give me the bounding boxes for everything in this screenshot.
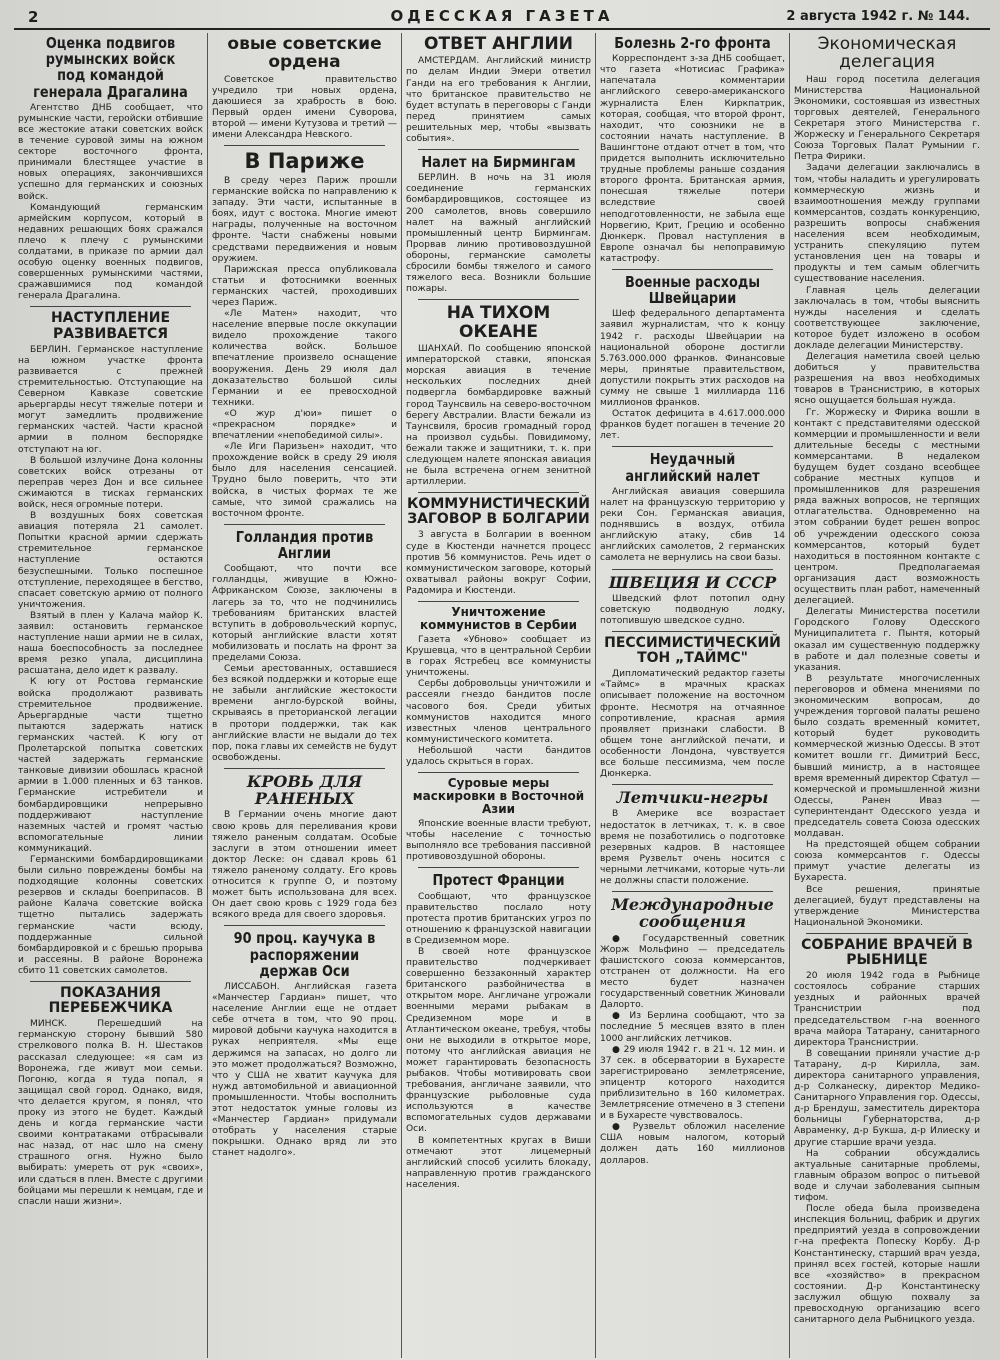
article-headline: Летчики-негры: [616, 788, 769, 808]
article-paragraph: Парижская пресса опубликовала статьи и фотоснимки военных германских частей, проходивших через Париж.: [212, 264, 397, 308]
article: [600, 896, 785, 1167]
article-paragraph: БЕРЛИН. В ночь на 31 июля соединение германских бомбардировщиков, состоящее из 200 самолетов, вновь совершило налет на важный английский промышленный центр Бирмингам. Прорвав линию противовоздушной обороны, германские самолеты сбросили бомбы тяжелого и самого тяжелого веса. Возникли большие пожары.: [406, 173, 591, 295]
article-paragraph: Дипломатический редактор газеты «Таймс» в мрачных красках описывает положение на восточном фронте. Несмотря на отчаянное сопротивление, красная армия проявляет признаки слабости. В общем тоне английской печати, и особенности Лондона, чувствуется все больше пессимизма, чем после Дюнкерка.: [600, 669, 785, 780]
article-paragraph: Японские военные власти требуют, чтобы население с точностью выполняло все требования пассивной противовоздушной обороны.: [406, 818, 591, 863]
article-paragraph: Германскими бомбардировщиками были сильно повреждены бомбы на подходящие колонны советских резервов и склады боеприпасов. В районе Калача советские войска тщетно пытались задержать германские части всюду, поддержанные сильной бомбардировкой и с брешью прорыва и рассеяны. В районе Воронежа сбито 11 советских самолетов.: [18, 854, 203, 976]
article: [212, 930, 397, 1159]
article: [406, 497, 591, 597]
article-paragraph: Советское правительство учредило три новых ордена, даюшиеся за храбрость в бою. Первый орден имени Суворова, второй — имени Кутузова и третий — имени Александра Невского.: [212, 74, 397, 141]
article-paragraph: Делегаты Министерства посетили Городского Голову Одесского Муниципалитета г. Пынтя, который оказал им существенную поддержку в работе и дал полезные советы и указания.: [794, 607, 980, 673]
article-paragraph: Корреспондент з-за ДНБ сообщает, что газета «Нотисиас Графика» напечатала комментарии английского северо-американского журналиста Елен Киркпатрик, которая, сообщая, что второй фронт, находит, что союзники не в состоянии начать наступление. В Вашингтоне отдают отчет в том, что придется выполнить исключительно трудные проблемы раньше создания второго фронта. Британская армия, понесшая тяжелые потери вследствие своей неподготовленности, не забыла еще Норвегию, Крит, Грецию и особенно Дюнкерк. Провал наступления в Европе означал бы непоправимую катастрофу.: [600, 54, 785, 264]
article-paragraph: Сербы добровольцы уничтожили и рассеяли гнездо бандитов после часового боя. Среди убитых коммунистов находится много известных членов центрального коммунистического комитета.: [406, 679, 591, 745]
article-paragraph: В совещании приняли участие д-р Татарану, д-р Кирилла, зам. директора санитарного управления, д-р Солканеску, директор Медико-Санитарного Управления гор. Одессы, д-р Брендуш, заместитель директора больницы Губернаторства, д-р Авраменку, д-р Букша, д-р Илиеску и другие старшие врачи уезда.: [794, 1048, 980, 1148]
column-2: [208, 33, 402, 1358]
masthead: [14, 6, 990, 30]
issue-date: 2 августа 1942 г. № 144.: [786, 9, 970, 24]
article-headline: Экономическая делегация: [817, 34, 957, 73]
article: [406, 777, 591, 863]
article-paragraph: В компетентных кругах в Виши отмечают этот лицемерный английский способ усилить блокаду, направленную против гражданского населения.: [406, 1135, 591, 1190]
article-divider: [418, 492, 579, 493]
article-paragraph: «Ле Иги Паризьен» находит, что прохождение войск в среду 29 июля было для населения сенсацией. Трудно было поверить, что эти войска, в чистых формах те же самые, что зимой сражались на восточном фронте.: [212, 442, 397, 519]
article-headline: Уничтожение коммунистов в Сербии: [419, 605, 578, 632]
article-paragraph: В воздушных боях советская авиация потеряла 21 самолет. Попытки красной армии сдержать стремительное германское наступление остаются безуспешными. Только поспешное отступление, переходящее в бегство, спасает советскую армию от полного уничтожения.: [18, 511, 203, 610]
article-headline: Голландия против Англии: [235, 527, 374, 563]
article-divider: [806, 933, 968, 934]
article: [600, 274, 785, 443]
article-divider: [418, 867, 579, 868]
article-divider: [418, 149, 579, 150]
article: [794, 938, 980, 1326]
article-paragraph: ● Из Берлина сообщают, что за последние 5 месяцев взято в плен 1000 английских летчиков.: [600, 1011, 785, 1044]
article-paragraph: Небольшой части бандитов удалось скрыться в горах.: [406, 745, 591, 767]
article-paragraph: В своей ноте французское правительство подчеркивает совершенно беззаконный характер британского разбойничества в открытом море. Англичане угрожали военными мерами рыбакам в Средиземном море и в Атлантическом океане, требуя, чтобы они не выходили в открытое море, потому что английская авиация не может гарантировать безопасность рыбаков. Чтобы мотивировать свои требования, англичане заявили, что французские рыболовные суда используются в качестве вспомогательных судов державами Оси.: [406, 946, 591, 1135]
article-headline: В Париже: [244, 149, 365, 174]
column-5: [790, 33, 984, 1358]
article-divider: [612, 269, 773, 270]
article: [600, 451, 785, 564]
article-headline: ШВЕЦИЯ И СССР: [608, 572, 777, 592]
article-divider: [30, 306, 191, 307]
article: [212, 773, 397, 921]
article-paragraph: Агентство ДНБ сообщает, что румынские части, геройски отбившие все жестокие атаки советских войск в течение суровой зимы на южном секторе восточного фронта, принимали блестящее участие в новых операциях, закончившихся успешно для германских и союзных войск.: [18, 102, 203, 202]
columns-container: [14, 33, 990, 1358]
article-divider: [30, 981, 191, 982]
article-divider: [224, 768, 385, 769]
article: [406, 154, 591, 295]
article-paragraph: В результате многочисленных переговоров и обмена мнениями по экономическим вопросам, до учреждения торговой палаты решено было создать временный комитет, который будет руководить коммерческой жизнью Одессы. В этот комитет вошли гг. Димитрий Бесс, бывший министр, а в настоящее время временный директор Сфатул — комерческой и промышленной жизни Одессы, Ранен Иваз — суперинтендант Одесского уезда и председатель совета Союза одесских молдаван.: [794, 673, 980, 840]
article-headline: ПЕССИМИСТИЧЕСКИЙ ТОН „ТАЙМС": [604, 635, 781, 667]
column-3: [402, 33, 596, 1358]
article: [406, 35, 591, 145]
article-divider: [612, 784, 773, 785]
article: [600, 636, 785, 780]
article-paragraph: ● Государственный советник Жорж Мольфино — председатель фашистского союза коммерсантов, отстранен от должности. На его место будет назначен государственный советник Жиновали Далорто.: [600, 933, 785, 1011]
article-paragraph: Задачи делегации заключались в том, чтобы наладить и урегулировать коммерческую жизнь и взаимоотношения между группами коммерсантов, создать конкуренцию, разрешить вопросы снабжения населения всем необходимым, устранить спекуляцию путем установления цен на товары и продукты и тем самым облегчить существование населения.: [794, 163, 980, 285]
article: [212, 35, 397, 141]
article-headline: овые советские ордена: [227, 34, 382, 73]
article-headline: ПОКАЗАНИЯ ПЕРЕБЕЖЧИКА: [48, 985, 173, 1017]
article-headline: Протест Франции: [432, 871, 565, 890]
article-paragraph: Командующий германским армейским корпусом, который в недавних решающих боях сражался плечо к плечу с румынскими солдатами, в приказе по армии дал особую оценку военных подвигов, совершенных румынскими частями, сражавшимися под командой генерала Драгалина.: [18, 202, 203, 302]
article-divider: [224, 925, 385, 926]
article-divider: [612, 569, 773, 570]
article-divider: [612, 446, 773, 447]
article-paragraph: На собрании обсуждались актуальные санитарные проблемы, главным образом вопрос о питьевой воде и случаи заболевания сыпным тифом.: [794, 1148, 980, 1204]
article-headline: Военные расходы Швейцарии: [624, 272, 761, 308]
article-headline: Налет на Бирмингам: [421, 153, 576, 172]
article-paragraph: Сообщают, что французское правительство послало ноту протеста против британских угроз по отношению к французской навигации в Средиземном море.: [406, 891, 591, 946]
article-paragraph: Взятый в плен у Калача майор К. заявил: остановить германское наступление наши армии не в силах, наша боеспособность за последнее время резко упала, дисциплина расшатана, дело идет к развалу.: [18, 610, 203, 677]
article-paragraph: АМСТЕРДАМ. Английский министр по делам Индии Эмери ответил Ганди на его требования к Англии, что британское правительство не будет вступать в переговоры с Ганди перед принятием самых решительных мер, чтобы «вызвать события».: [406, 56, 591, 145]
article-paragraph: На предстоящей общем собрании союза коммерсантов г. Одессы примут участие делегаты из Бухареста.: [794, 840, 980, 884]
article-paragraph: ● Рузвельт обложил население США новым налогом, который должен дать 160 миллионов долларов.: [600, 1122, 785, 1166]
article: [18, 311, 203, 977]
article-paragraph: Газета «Убново» сообщает из Крушевца, что в центральной Сербии в горах Ястребец все коммунисты уничтожены.: [406, 634, 591, 679]
article-divider: [224, 145, 385, 146]
article-paragraph: Главная цель делегации заключалась в том, чтобы выяснить нужды населения и сделать соответствующее заключение, которое будет изложено в особом докладе делегации Министерству.: [794, 285, 980, 351]
article-headline: Болезнь 2-го фронта: [614, 34, 771, 52]
article-headline: НА ТИХОМ ОКЕАНЕ: [446, 303, 551, 342]
article: [600, 35, 785, 265]
article-headline: Суровые меры маскировки в Восточной Азии: [412, 776, 585, 816]
article-headline: ОТВЕТ АНГЛИИ: [424, 34, 573, 54]
article-divider: [612, 631, 773, 632]
page-number: 2: [28, 8, 39, 26]
article-headline: СОБРАНИЕ ВРАЧЕЙ В РЫБНИЦЕ: [801, 936, 973, 969]
column-1: [14, 33, 208, 1358]
article: [600, 574, 785, 628]
article-paragraph: Все решения, принятые делегацией, будут представлены на утверждение Министерства Национальной Экономики.: [794, 884, 980, 928]
article-headline: КОММУНИСТИЧЕСКИЙ ЗАГОВОР В БОЛГАРИИ: [406, 496, 590, 528]
article-headline: НАСТУПЛЕНИЕ РАЗВИВАЕТСЯ: [50, 310, 171, 342]
article: [794, 35, 980, 929]
article-headline: 90 проц. каучука в распоряжении держав Оси: [233, 929, 376, 980]
article-paragraph: ЛИССАБОН. Английская газета «Манчестер Гардиан» пишет, что население Англии еще не отдает себе отчета в том, что 90 проц. мировой добычи каучука находится в руках неприятеля. «Мы еще держимся на запасах, но долго ли это может продолжаться? Возможно, что у США не хватит каучука для нужд автомобильной и авиационной промышленности. Чтобы восполнить этот недостаток умные головы из «Манчестер Гардиан» придумали отобрать у населения старые покрышки. Однако вряд ли это станет надолго».: [212, 981, 397, 1159]
article: [600, 789, 785, 887]
article-paragraph: Делегация наметила своей целью добиться у правительства разрешения на ввоз необходимых товаров в Транснистрию, в которых ясно ощущается большая нужда.: [794, 352, 980, 407]
article-paragraph: В среду через Париж прошли германские войска по направлению к западу. Эти части, испытанные в боях, идут с востока. Многие имеют награды, полученные на восточном фронте. Части снабжены новыми средствами передвижения и новым оружием.: [212, 175, 397, 264]
article: [406, 872, 591, 1191]
column-4: [596, 33, 790, 1358]
article-paragraph: К югу от Ростова германские войска продолжают развивать стремительное продвижение. Арьергардные части тщетно пытаются задержать натиск германских частей. К югу от Пролетарской попытка советских частей задержать германские танковые дивизии обошлась красной армии в 1.000 пленных и 63 танков. Германские истребители и бомбардировщики непрерывно поддерживают наступление наземных частей и громят частью вспомогательные линии коммуникаций.: [18, 677, 203, 854]
article: [18, 35, 203, 302]
article-paragraph: 3 августа в Болгарии в военном суде в Кюстенди начнется процесс против 56 коммунистов. Речь идет о коммунистическом заговоре, который охватывал районы вокруг Софии, Радомира и Кюстенди.: [406, 530, 591, 596]
article-paragraph: БЕРЛИН. Германское наступление на южном участке фронта развивается с прежней стремительностью. Отступающие на Северном Кавказе советские арьергарды несут тяжелые потери и могут замедлить продвижение германских частей. Части красной армии в полном беспорядке отступают на юг.: [18, 344, 203, 455]
article-headline: Неудачный английский налет: [625, 450, 760, 485]
article-paragraph: Гг. Жоржеску и Фирика вошли в контакт с представителями одесской коммерции и промышленности и вели длительные беседы с местными коммерсантами. В недалеком будущем будет создано всеобщее собрание местных купцов и промышленников для разрешения ряда важных вопросов, не терпящих отлагательства. Одновременно на этом собрании будет решен вопрос об учреждении одесского союза коммерсантов, который будет находиться в постоянном контакте с центром. Предполагаемая организация даст возможность осуществить план работ, намеченный делегацией.: [794, 407, 980, 607]
article-headline: Международные сообщения: [611, 895, 774, 932]
article-paragraph: 20 июля 1942 года в Рыбнице состоялось собрание старших уездных и районных врачей Транснистрии под председательством г-на военного врача майора Татарану, санитарного директора Транснистрии.: [794, 971, 980, 1048]
article-divider: [612, 891, 773, 892]
article-divider: [224, 524, 385, 525]
article-paragraph: Остаток дефицита в 4.617.000.000 франков будет погашен в течение 20 лет.: [600, 409, 785, 442]
article-paragraph: ШАНХАЙ. По сообщению японской императорской ставки, японская морская авиация в течение нескольких последних дней подвергла бомбардировке важный город Таунсвиль на северо-восточном берегу Австралии. Власти бежали из Таунсвиля, бросив громадный город на произвол судьбы. Повидимому, бежали также и защитники, т. к. при следующем налете японская авиация не была встречена огнем зенитной артиллерии.: [406, 344, 591, 488]
article-headline: Оценка подвигов румынских войск под командой генерала Драгалина: [33, 34, 188, 101]
article-paragraph: В большой излучине Дона колонны советских войск отрезаны от переправ через Дон и все сильнее сжимаются в тисках германских войск, неся огромные потери.: [18, 455, 203, 510]
article-paragraph: ● 29 июля 1942 г. в 21 ч. 12 мин. и 37 сек. в обсерватории в Бухаресте зарегистрировано землетрясение, эпицентр которого находится приблизительно в 160 километрах. Землетрясение отмечено в 3 степени и в Бухаресте чувствовалось.: [600, 1044, 785, 1122]
newspaper-title: ОДЕССКАЯ ГАЗЕТА: [390, 7, 614, 25]
article: [406, 606, 591, 768]
article-paragraph: МИНСК. Перешедший на германскую сторону бывший 580 стрелкового полка В. Н. Шестаков рассказал следующее: «я сам из Воронежа, где живут мои семьи. Погоню, когда я туда попал, я защищал свой город. Однако, видя, что делается кругом, я понял, что проку из этого не будет. Каждый день и когда германские части своими контратаками отбрасывали нас назад, от нас шло на смену страшного огня. Нужно было выбирать: умереть от рук «своих», или сдаться в плен. Вместе с другими бойцами мы перешли к немцам, где и спасли наши жизни».: [18, 1019, 203, 1207]
article: [212, 150, 397, 520]
article: [406, 304, 591, 488]
article-paragraph: «О жур д'юи» пишет о «прекрасном порядке» и впечатлении «непобедимой силы».: [212, 408, 397, 442]
article-paragraph: «Ле Матен» находит, что население впервые после оккупации видело прохождение такого количества войск. Большое впечатление произвело оснащение вооружения. День 29 июля дал доказательство большой силы Германии и ее превосходной техники.: [212, 309, 397, 408]
article-paragraph: После обеда была произведена инспекция больниц, фабрик и других предприятий уезда в сопровождении г-на префекта Попеску Корбу. Д-р Константинеску, старший врач уезда, принял всех гостей, которые нашли все «хозяйство» в прекрасном состоянии. Д-р Константинеску заслужил общую похвалу за превосходную организацию всего санитарного дела Рыбницкого уезда.: [794, 1204, 980, 1326]
article-divider: [418, 601, 579, 602]
article-paragraph: Наш город посетила делегация Министерства Национальной Экономики, состоявшая из известных торговых деятелей, Генерального Секретаря этого Министерства г. Жоржеску и Генерального Секретаря Союза Торговых Палат Румынии г. Петра Фирики.: [794, 74, 980, 163]
article: [18, 986, 203, 1208]
article: [212, 529, 397, 764]
article-paragraph: В Америке все возрастает недостаток в летчиках, т. к. в свое время не позаботились о подготовке резервных кадров. В настоящее время Рузвельт очень носится с черными летчиками, которые чуть-ли не должны спасти положение.: [600, 809, 785, 887]
article-paragraph: Семьи арестованных, оставшиеся без всякой поддержки и которые еще не забыли английские жестокости времени англо-бурской войны, скрываясь в преторианской легации в протори поддержки, так как английские власти не выдали до тех пор, пока главы их семейств не будут освобождены.: [212, 664, 397, 763]
article-paragraph: Шеф федерального департамента заявил журналистам, что к концу 1942 г. расходы Швейцарии на национальной обороне достигли 5.763.000.000 франков. Финансовые меры, принятые правительством, допустили покрыть этих расходов на сумму не свыше 1 миллиарда 116 миллионов франков.: [600, 309, 785, 409]
article-paragraph: Сообщают, что почти все голландцы, живущие в Южно-Африканском Союзе, заключены в лагерь за то, что не подчинились требованиям британских властей вступить в добровольческий корпус, который английские власти хотят мобилизовать и послать на фронт за пределами Союза.: [212, 564, 397, 663]
article-paragraph: В Германии очень многие дают свою кровь для переливания крови тяжело раненым солдатам. Особые заслуги в этом отношении имеет доктор Леске: он сдавал кровь 61 тяжело раненому солдату. Его кровь относится к группе О, и поэтому может быть использована для всех. Он дает свою кровь с 1929 года без всякого вреда для своего здоровья.: [212, 810, 397, 921]
article-paragraph: Английская авиация совершила налет на французскую территорию у реки Сон. Германская авиация, поднявшись в воздух, отбила английскую атаку, сбив 14 английских самолетов, 2 германских самолета не вернулись на свои базы.: [600, 486, 785, 564]
article-divider: [418, 772, 579, 773]
article-headline: КРОВЬ ДЛЯ РАНЕНЫХ: [246, 771, 363, 809]
article-divider: [418, 299, 579, 300]
article-paragraph: Шведский флот потопил одну советскую подводную лодку, потопившую шведское судно.: [600, 593, 785, 626]
